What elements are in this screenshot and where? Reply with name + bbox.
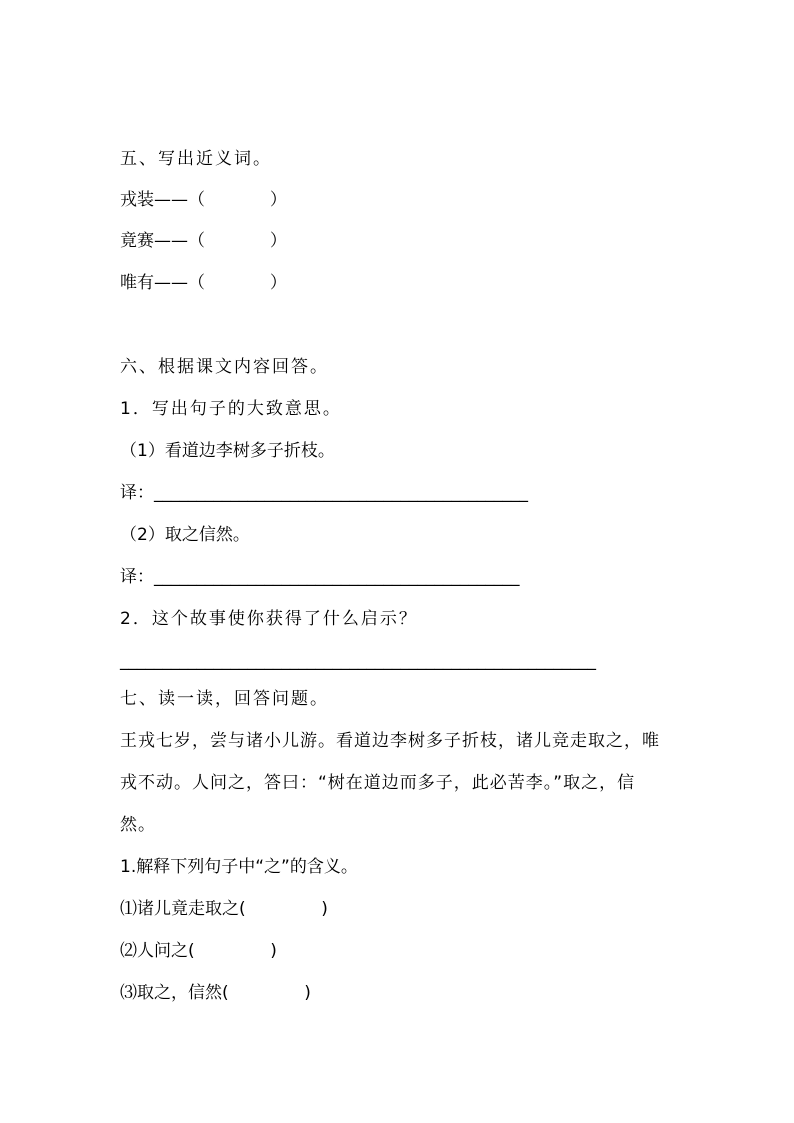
synonym-item-2: 竟赛——（ ） (120, 231, 287, 251)
passage-line-2: 戎不动。人问之，答曰：“树在道边而多子，此必苦李。”取之，信 (120, 773, 636, 793)
passage-line-1: 王戎七岁，尝与诸小儿游。看道边李树多子折枝，诸儿竞走取之，唯 (120, 731, 660, 751)
sentence-6-1-2: （2）取之信然。 (120, 525, 250, 545)
translation-line-2: 译：___________________________________________ (120, 567, 520, 587)
sentence-6-1-1: （1）看道边李树多子折枝。 (120, 441, 335, 461)
meaning-item-1: ⑴诸儿竟走取之( ) (120, 899, 328, 919)
synonym-item-3: 唯有——（ ） (120, 273, 287, 293)
question-6-1: 1．写出句子的大致意思。 (120, 399, 342, 419)
section-5-title: 五、写出近义词。 (120, 149, 272, 169)
question-7-1: 1.解释下列句子中“之”的含义。 (120, 857, 358, 877)
question-6-2: 2．这个故事使你获得了什么启示？ (120, 609, 418, 629)
meaning-item-2: ⑵人问之( ) (120, 941, 277, 961)
section-6-title: 六、根据课文内容回答。 (120, 357, 329, 377)
passage-line-3: 然。 (120, 815, 156, 835)
meaning-item-3: ⑶取之，信然( ) (120, 983, 311, 1003)
answer-line-6-2: ________________________________________________________ (120, 651, 596, 671)
synonym-item-1: 戎装——（ ） (120, 190, 287, 210)
section-7-title: 七、读一读，回答问题。 (120, 689, 329, 709)
translation-line-1: 译：____________________________________________ (120, 483, 528, 503)
